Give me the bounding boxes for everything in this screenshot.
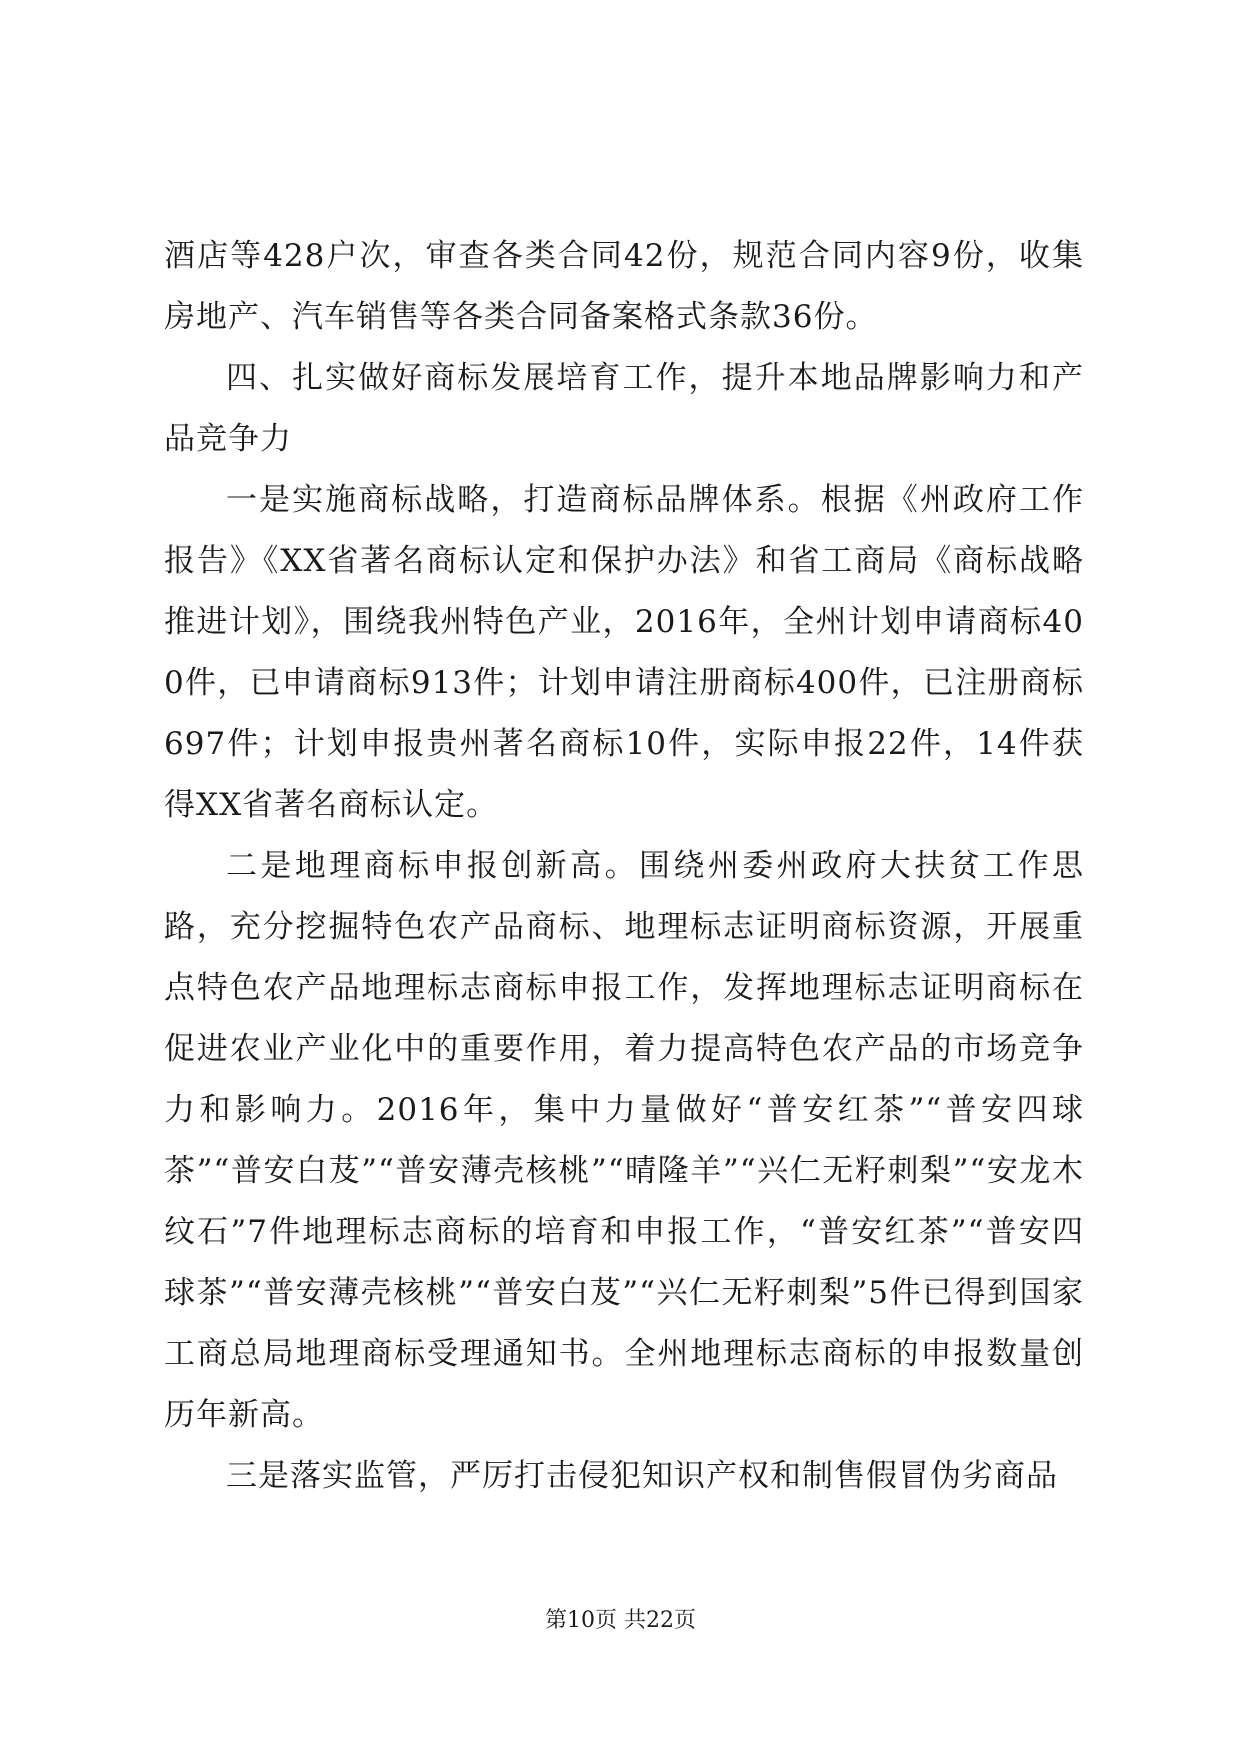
paragraph-trademark-strategy: 一是实施商标战略，打造商标品牌体系。根据《州政府工作报告》《XX省著名商标认定和保护办法》和省工商局《商标战略推进计划》，围绕我州特色产业，2016年，全州计划申请商标400件，已申请商标913件；计划申请注册商标400件，已注册商标697件；计划申报贵州著名商标10件，实际申报22件，14件获得XX省著名商标认定。 xyxy=(164,482,1084,823)
section-heading-trademark: 四、扎实做好商标发展培育工作，提升本地品牌影响力和产品竞争力 xyxy=(164,360,1084,457)
page-number-footer: 第10页 共22页 xyxy=(545,1608,696,1633)
paragraph-geographic-trademark: 二是地理商标申报创新高。围绕州委州政府大扶贫工作思路，充分挖掘特色农产品商标、地理标志证明商标资源，开展重点特色农产品地理标志商标申报工作，发挥地理标志证明商标在促进农业产业化中的重要作用，着力提高特色农产品的市场竞争力和影响力。2016年，集中力量做好“普安红茶”“普安四球茶”“普安白芨”“普安薄壳核桃”“晴隆羊”“兴仁无籽刺梨”“安龙木纹石”7件地理标志商标的培育和申报工作，“普安红茶”“普安四球茶”“普安薄壳核桃”“普安白芨”“兴仁无籽刺梨”5件已得到国家工商总局地理商标受理通知书。全州地理标志商标的申报数量创历年新高。 xyxy=(164,848,1084,1433)
paragraph-contract-review: 酒店等428户次，审查各类合同42份，规范合同内容9份，收集房地产、汽车销售等各类合同备案格式条款36份。 xyxy=(164,238,1084,335)
document-body xyxy=(164,226,1084,1507)
paragraph-supervision: 三是落实监管，严厉打击侵犯知识产权和制售假冒伪劣商品 xyxy=(226,1458,1058,1494)
